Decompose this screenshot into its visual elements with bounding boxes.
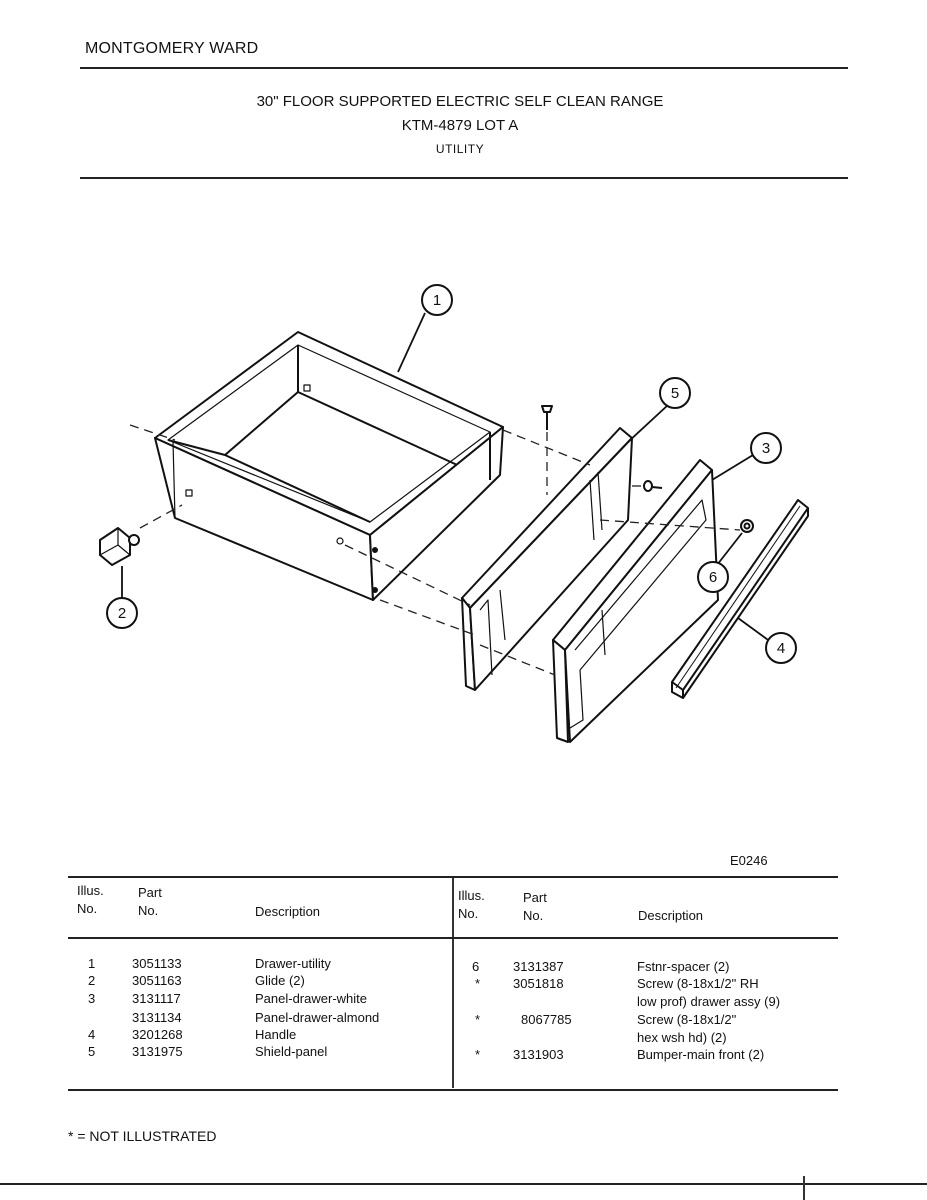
header-rule-bottom — [80, 177, 848, 179]
header-desc-left: Description — [255, 904, 321, 919]
header-desc-right: Description — [638, 908, 704, 923]
part-no: 3201268 — [132, 1027, 183, 1042]
callout-3: 3 — [761, 440, 771, 457]
illus-no: 6 — [472, 959, 480, 974]
not-illustrated-note: * = NOT ILLUSTRATED — [68, 1128, 217, 1144]
header-rule-top — [80, 67, 848, 69]
header-part-right: Part No. — [523, 890, 547, 923]
callout-6: 6 — [708, 569, 718, 586]
description: Glide (2) — [255, 973, 305, 988]
description: hex wsh hd) (2) — [637, 1030, 727, 1045]
section-name: UTILITY — [435, 142, 485, 156]
part-no: 8067785 — [521, 1012, 572, 1027]
description: Panel-drawer-almond — [255, 1010, 380, 1025]
footer-rule — [0, 1183, 927, 1185]
model-number: KTM-4879 LOT A — [401, 117, 519, 134]
callout-5: 5 — [670, 385, 680, 402]
header-illus-right: Illus. No. — [458, 888, 485, 921]
illus-no: * — [475, 976, 481, 991]
part-no: 3131975 — [132, 1044, 183, 1059]
illus-no: 4 — [88, 1027, 96, 1042]
illus-no: 5 — [88, 1044, 96, 1059]
description: Fstnr-spacer (2) — [637, 959, 730, 974]
table-divider — [452, 878, 454, 1088]
callout-4: 4 — [776, 640, 786, 657]
description: Screw (8-18x1/2" RH — [637, 976, 759, 991]
illus-no: * — [475, 1012, 481, 1027]
part-no: 3131387 — [513, 959, 564, 974]
description: Screw (8-18x1/2" — [637, 1012, 737, 1027]
illus-no: * — [475, 1047, 481, 1062]
page-title: 30" FLOOR SUPPORTED ELECTRIC SELF CLEAN RANGE — [256, 93, 664, 110]
glide — [100, 528, 139, 565]
illus-no: 3 — [88, 991, 96, 1006]
drawer-utility — [155, 332, 503, 600]
header-part-left: Part No. — [138, 885, 162, 918]
description: Handle — [255, 1027, 297, 1042]
callout-2: 2 — [117, 605, 127, 622]
description: Drawer-utility — [255, 956, 331, 971]
part-no: 3051818 — [513, 976, 564, 991]
table-rule-header — [68, 937, 838, 939]
footer-tick — [803, 1176, 805, 1200]
description: Shield-panel — [255, 1044, 328, 1059]
header-illus-left: Illus. No. — [77, 883, 104, 916]
part-no: 3131903 — [513, 1047, 564, 1062]
part-no: 3051163 — [132, 973, 182, 988]
description: Bumper-main front (2) — [637, 1047, 765, 1062]
description: Panel-drawer-white — [255, 991, 367, 1006]
part-no: 3131117 — [132, 991, 181, 1006]
table-rule-bottom — [68, 1089, 838, 1091]
diagram-code: E0246 — [730, 853, 768, 868]
exploded-parts-diagram — [0, 180, 927, 780]
part-no: 3131134 — [132, 1010, 182, 1025]
description: low prof) drawer assy (9) — [637, 994, 781, 1009]
part-no: 3051133 — [132, 956, 182, 971]
callout-1: 1 — [432, 292, 442, 309]
illus-no: 2 — [88, 973, 96, 988]
brand-name: MONTGOMERY WARD — [85, 40, 259, 57]
illus-no: 1 — [88, 956, 96, 971]
